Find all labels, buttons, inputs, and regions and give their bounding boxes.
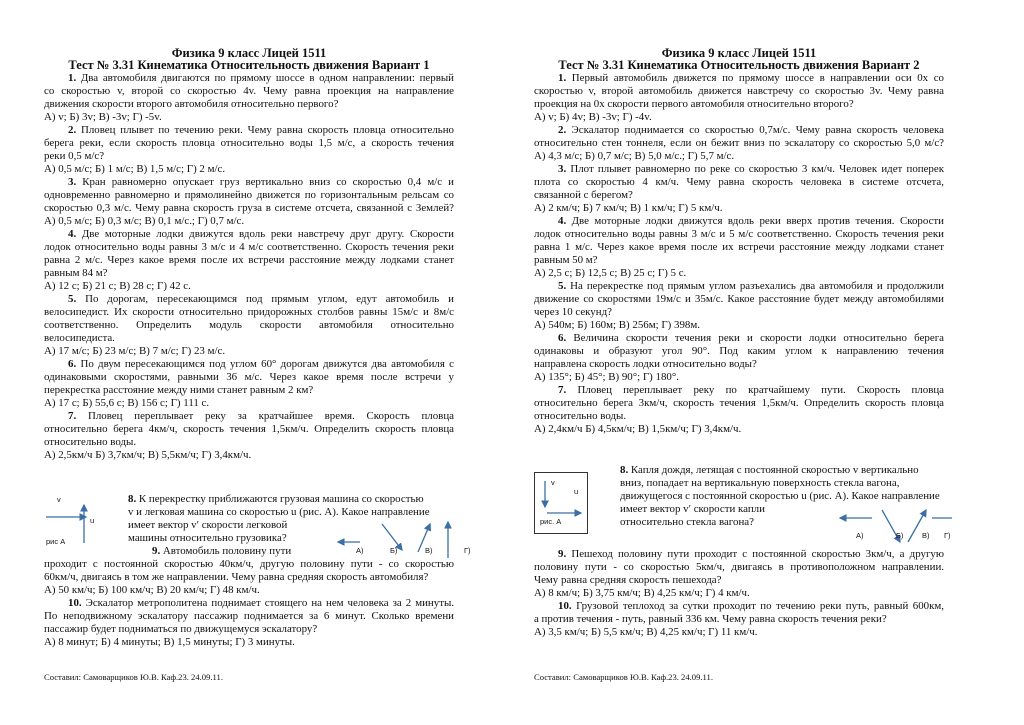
- question-line: [44, 397, 454, 410]
- question-text: имеет вектор v′ скорости легковой: [128, 519, 288, 531]
- question-line: [534, 202, 944, 215]
- question-line: [44, 319, 454, 332]
- question-line: [534, 613, 944, 626]
- question-text: направлена скорость лодки относительно воды?: [534, 358, 757, 370]
- question-line: [44, 436, 454, 449]
- question-line: [44, 176, 454, 189]
- answer-arrows: [832, 506, 952, 558]
- question-text: Чему равна средняя скорость пешехода?: [534, 574, 722, 586]
- question-number: 5.: [558, 280, 567, 292]
- question-line: [534, 410, 944, 423]
- question-text: равна 2 м/с. Через какое время после их встречи расстояние между лодками станет: [44, 254, 454, 266]
- question-line: [534, 332, 944, 345]
- option-b-label: Б): [896, 531, 904, 540]
- question-text: относительно берега 4км/ч, скорость течения 1,5км/ч. Определить скорость пловца: [44, 423, 454, 435]
- question-number: 3.: [68, 176, 77, 188]
- question-text: перекрестка расстояние между ними станет равным 2 км?: [44, 384, 314, 396]
- question-text: А) 12 с; Б) 21 с; В) 28 с; Г) 42 с.: [44, 280, 191, 292]
- question-line: [44, 597, 454, 610]
- question-text: А) 2,4км/ч Б) 4,5км/ч; В) 1,5км/ч; Г) 3,4км/ч.: [534, 423, 742, 435]
- question-line: [620, 490, 944, 503]
- question-line: [44, 371, 454, 384]
- question-text: А) 2,5 с; Б) 12,5 с; В) 25 с; Г) 5 с.: [534, 267, 687, 279]
- question-text: движение со скоростями 19м/с и 35м/с. Какое расстояние будет между автомобилями: [534, 293, 944, 305]
- question-text: берега реки, если скорость пловца относительно воды 1,5 м/с, а скорость течения: [44, 137, 454, 149]
- question-text: связанной с берегом?: [534, 189, 633, 201]
- question-number: 7.: [68, 410, 77, 422]
- option-v-label: В): [425, 546, 433, 555]
- question-text: лодок относительно воды равны 3 м/с и 5 м/с соответственно. Скорость течения реки: [534, 228, 944, 240]
- question-line: [44, 332, 454, 345]
- fig-label-u: u: [574, 487, 579, 496]
- question-text: велосипедиста.: [44, 332, 115, 344]
- question-number: 2.: [68, 124, 77, 136]
- question-text: равна 1 м/с. Через какое время после их встречи расстояние между лодками станет: [534, 241, 944, 253]
- question-text: А) 0,5 м/с; Б) 1 м/с; В) 1,5 м/с; Г) 2 м/с.: [44, 163, 226, 175]
- question-line: [534, 215, 944, 228]
- question-text: А) 17 с; Б) 55,6 с; В) 156 с; Г) 111 с.: [44, 397, 210, 409]
- fig-label-v: v: [551, 478, 555, 487]
- question-text: половину пути - со скоростью 5км/ч, двигаясь в противоположном направлении.: [534, 561, 944, 573]
- author-note: Составил: Самоварщиков Ю.В. Каф.23. 24.09.11.: [534, 672, 713, 682]
- question-line: [44, 150, 454, 163]
- question-text: проекция на 0х скорости первого автомобиля относительно второго?: [534, 98, 854, 110]
- question-line: [534, 72, 944, 85]
- question-line: [44, 584, 454, 597]
- question-line: [534, 600, 944, 613]
- question-line: [534, 371, 944, 384]
- question-text: Две моторные лодки движутся вдоль реки навстречу друг другу. Скорости: [76, 228, 454, 240]
- question-text: движущегося с постоянной скоростью u (рис. А). Какое направление: [620, 490, 940, 502]
- question-text: v и легковая машина со скоростью u (рис. А). Какое направление: [128, 506, 430, 518]
- question-line: [44, 228, 454, 241]
- question-number: 5.: [68, 293, 77, 305]
- question-line: [44, 111, 454, 124]
- question-line: [44, 293, 454, 306]
- question-text: относительно воды.: [534, 410, 627, 422]
- header-test-title: Тест № 3.31 Кинематика Относительность движения Вариант 1: [68, 58, 430, 72]
- question-text: А) v; Б) 3v; В) -3v; Г) -5v.: [44, 111, 162, 123]
- question-number: 2.: [558, 124, 567, 136]
- question-line: [534, 85, 944, 98]
- question-line: [534, 150, 944, 163]
- question-text: проходит с постоянной скоростью 40км/ч, другую половину пути - со скоростью: [44, 558, 454, 570]
- question-text: пассажир будет подниматься по движущемуся эскалатору?: [44, 623, 318, 635]
- question-line: [44, 137, 454, 150]
- question-text: А) 8 км/ч; Б) 3,75 км/ч; В) 4,25 км/ч; Г) 4 км/ч.: [534, 587, 750, 599]
- question-line: [44, 98, 454, 111]
- question-text: Капля дождя, летящая с постоянной скоростью v вертикально: [628, 464, 919, 476]
- question-text: велосипедист. Их скорости относительно придорожных столбов равны 15м/с и 8м/с: [44, 306, 454, 318]
- option-a-label: А): [856, 531, 864, 540]
- question-number: 4.: [68, 228, 77, 240]
- question-text: Пловец переплывает реку по кратчайшему пути. Скорость пловца: [566, 384, 944, 396]
- question-line: [128, 493, 454, 506]
- fig-caption: рис. А: [540, 517, 562, 526]
- question-line: [534, 306, 944, 319]
- option-b-label: Б): [390, 546, 398, 555]
- question-line: [620, 477, 944, 490]
- question-text: Две моторные лодки движутся вдоль реки вверх против течения. Скорости: [566, 215, 944, 227]
- question-number: 10.: [68, 597, 82, 609]
- question-line: [44, 124, 454, 137]
- question-line: [44, 345, 454, 358]
- question-line: [534, 189, 944, 202]
- question-text: А) 4,3 м/с; Б) 0,7 м/с; В) 5,0 м/с.; Г) 5,7 м/с.: [534, 150, 735, 162]
- question-text: одинаковы и образуют угол 90°. Под каким углом к направлению течения: [534, 345, 944, 357]
- question-line: [44, 306, 454, 319]
- question-text: машины относительно грузовика?: [128, 532, 287, 544]
- question-text: вниз, попадает на вертикальную поверхность стекла вагона,: [620, 477, 900, 489]
- question-line: [44, 202, 454, 215]
- question-text: По двум пересекающимся под углом 60° дорогам движутся два автомобиля с: [76, 358, 454, 370]
- question-line: [534, 163, 944, 176]
- question-line: [44, 358, 454, 371]
- question-number: 1.: [68, 72, 77, 84]
- question-text: относительно воды.: [44, 436, 137, 448]
- question-line: [44, 254, 454, 267]
- question-text: А) 540м; Б) 160м; В) 256м; Г) 398м.: [534, 319, 700, 331]
- option-g-label: Г): [944, 531, 951, 540]
- question-line: [44, 623, 454, 636]
- question-line: [534, 137, 944, 150]
- question-line: [44, 410, 454, 423]
- question-line: [534, 254, 944, 267]
- question-number: 9.: [152, 545, 161, 557]
- question-text: Пловец плывет по течению реки. Чему равна скорость пловца относительно: [76, 124, 454, 136]
- question-text: движения скорости второго автомобиля относительно первого?: [44, 98, 339, 110]
- question-number: 8.: [620, 464, 629, 476]
- question-line: [534, 98, 944, 111]
- question-text: скоростью 0,3 м/с. Чему равна скорость груза в системе отсчета, связанной с Землей?: [44, 202, 454, 214]
- question-line: [44, 267, 454, 280]
- question-text: Эскалатор поднимается со скоростью 0,7м/с. Чему равна скорость человека: [566, 124, 944, 136]
- question-text: равным 84 м?: [44, 267, 108, 279]
- question-text: Первый автомобиль движется по прямому шоссе в направлении оси 0х со: [566, 72, 944, 84]
- question-text: А) 2 км/ч; Б) 7 км/ч; В) 1 км/ч; Г) 5 км/ч.: [534, 202, 723, 214]
- question-number: 6.: [558, 332, 567, 344]
- question-text: лодок относительно воды равны 3 м/с и 4 м/с соответственно. Скорость течения реки: [44, 241, 454, 253]
- question-line: [534, 319, 944, 332]
- option-g-label: Г): [464, 546, 471, 555]
- question-line: [620, 464, 944, 477]
- question-line: [44, 163, 454, 176]
- question-text: Грузовой теплоход за сутки проходит по течению реки путь, равный 600км,: [571, 600, 944, 612]
- question-text: Пловец переплывает реку за кратчайшее время. Скорость пловца: [76, 410, 454, 422]
- fig-label-u: u: [90, 516, 95, 525]
- question-line: [44, 215, 454, 228]
- question-number: 1.: [558, 72, 567, 84]
- fig-caption: рис А: [46, 537, 66, 546]
- question-line: [44, 423, 454, 436]
- question-text: одинаковыми скоростями, равными 36 м/с. Через какое время после встречи у: [44, 371, 454, 383]
- question-text: А) 135°; Б) 45°; В) 90°; Г) 180°.: [534, 371, 679, 383]
- question-line: [534, 358, 944, 371]
- question-line: [44, 636, 454, 649]
- question-text: А) 8 минут; Б) 4 минуты; В) 1,5 минуты; Г) 3 минуты.: [44, 636, 295, 648]
- question-line: [534, 397, 944, 410]
- question-line: [534, 241, 944, 254]
- question-text: А) 17 м/с; Б) 23 м/с; В) 7 м/с; Г) 23 м/с.: [44, 345, 226, 357]
- question-text: Кран равномерно опускает груз вертикально вниз со скоростью 0,4 м/с и: [76, 176, 454, 188]
- question-line: [44, 241, 454, 254]
- question-text: 60км/ч, двигаясь в том же направлении. Чему равна средняя скорость автомобиля?: [44, 571, 429, 583]
- question-text: соответственно. Определить модуль скорости автомобиля относительно: [44, 319, 454, 331]
- question-number: 6.: [68, 358, 77, 370]
- question-text: А) 2,5км/ч Б) 3,7км/ч; В) 5,5км/ч; Г) 3,4км/ч.: [44, 449, 252, 461]
- question-text: Автомобиль половину пути: [160, 545, 292, 557]
- question-number: 8.: [128, 493, 137, 505]
- question-text: скоростью v, второй автомобиль движется навстречу со скоростью 3v. Чему равна: [534, 85, 944, 97]
- question-number: 7.: [558, 384, 567, 396]
- question-line: [44, 384, 454, 397]
- question-text: Пешеход половину пути проходит с постоянной скоростью 3км/ч, а другую: [566, 548, 944, 560]
- question-line: [534, 280, 944, 293]
- question-line: [44, 280, 454, 293]
- option-a-label: А): [356, 546, 364, 555]
- question-text: А) v; Б) 4v; В) -3v; Г) -4v.: [534, 111, 652, 123]
- header-school: Физика 9 класс Лицей 1511: [661, 46, 817, 60]
- question-number: 4.: [558, 215, 567, 227]
- question-line: [534, 626, 944, 639]
- question-text: равным 50 м?: [534, 254, 598, 266]
- question-text: Плот плывет равномерно по реке со скоростью 3 км/ч. Человек идет поперек: [566, 163, 944, 175]
- question-line: [534, 111, 944, 124]
- question-line: [534, 176, 944, 189]
- question-text: со скоростью v, второй со скоростью 4v. Чему равна проекция на направление: [44, 85, 454, 97]
- question-text: имеет вектор v′ скорости капли: [620, 503, 765, 515]
- question-line: [44, 449, 454, 462]
- question-text: Эскалатор метрополитена поднимает стоящего на нем человека за 2 минуты.: [81, 597, 454, 609]
- question-text: а против течения - путь, равный 336 км. Чему равна скорость течения реки?: [534, 613, 887, 625]
- question-line: [534, 228, 944, 241]
- question-line: [534, 561, 944, 574]
- question-line: [534, 574, 944, 587]
- question-line: [44, 85, 454, 98]
- question-text: реки 0,5 м/с?: [44, 150, 105, 162]
- question-number: 10.: [558, 600, 572, 612]
- question-line: [44, 72, 454, 85]
- fig-label-v: v: [57, 495, 61, 504]
- question-number: 9.: [558, 548, 567, 560]
- question-number: 3.: [558, 163, 567, 175]
- question-line: [534, 345, 944, 358]
- question-text: А) 0,5 м/с; Б) 0,3 м/с; В) 0,1 м/с.; Г) 0,7 м/с.: [44, 215, 245, 227]
- question-text: А) 3,5 км/ч; Б) 5,5 км/ч; В) 4,25 км/ч; Г) 11 км/ч.: [534, 626, 758, 638]
- header-school: Физика 9 класс Лицей 1511: [171, 46, 327, 60]
- question-text: По дорогам, пересекающимся под прямым углом, едут автомобиль и: [76, 293, 454, 305]
- question-line: [152, 545, 342, 558]
- header-test-title: Тест № 3.31 Кинематика Относительность движения Вариант 2: [558, 58, 920, 72]
- question-text: Величина скорости течения реки и скорости лодки относительно берега: [566, 332, 944, 344]
- option-v-label: В): [922, 531, 930, 540]
- question-text: одновременно равномерно и прямолинейно движется по горизонтальным рельсам со: [44, 189, 454, 201]
- question-text: По неподвижному эскалатору пассажир поднимается за 6 минут. Сколько времени: [44, 610, 454, 622]
- question-line: [44, 610, 454, 623]
- question-text: А) 50 км/ч; Б) 100 км/ч; В) 20 км/ч; Г) 48 км/ч.: [44, 584, 260, 596]
- question-text: относительно берега 3км/ч, скорость течения 1,5км/ч. Определить скорость пловца: [534, 397, 944, 409]
- question-line: [534, 293, 944, 306]
- question-text: На перекрестке под прямым углом разъехались два автомобиля и продолжили: [566, 280, 944, 292]
- question-text: относительно стекла вагона?: [620, 516, 754, 528]
- question-text: плота со скоростью 4 км/ч. Чему равна скорость человека в системе отсчета,: [534, 176, 944, 188]
- question-line: [534, 587, 944, 600]
- author-note: Составил: Самоварщиков Ю.В. Каф.23. 24.09.11.: [44, 672, 223, 682]
- question-text: относительно стен тоннеля, если он бежит вниз по эскалатору со скоростью 5,0 м/с?: [534, 137, 944, 149]
- question-text: К перекрестку приближаются грузовая машина со скоростью: [136, 493, 424, 505]
- question-line: [534, 384, 944, 397]
- question-text: Два автомобиля двигаются по прямому шоссе в одном направлении: первый: [76, 72, 454, 84]
- question-line: [534, 267, 944, 280]
- question-text: через 10 секунд?: [534, 306, 612, 318]
- question-line: [44, 189, 454, 202]
- question-line: [534, 423, 944, 436]
- question-line: [534, 124, 944, 137]
